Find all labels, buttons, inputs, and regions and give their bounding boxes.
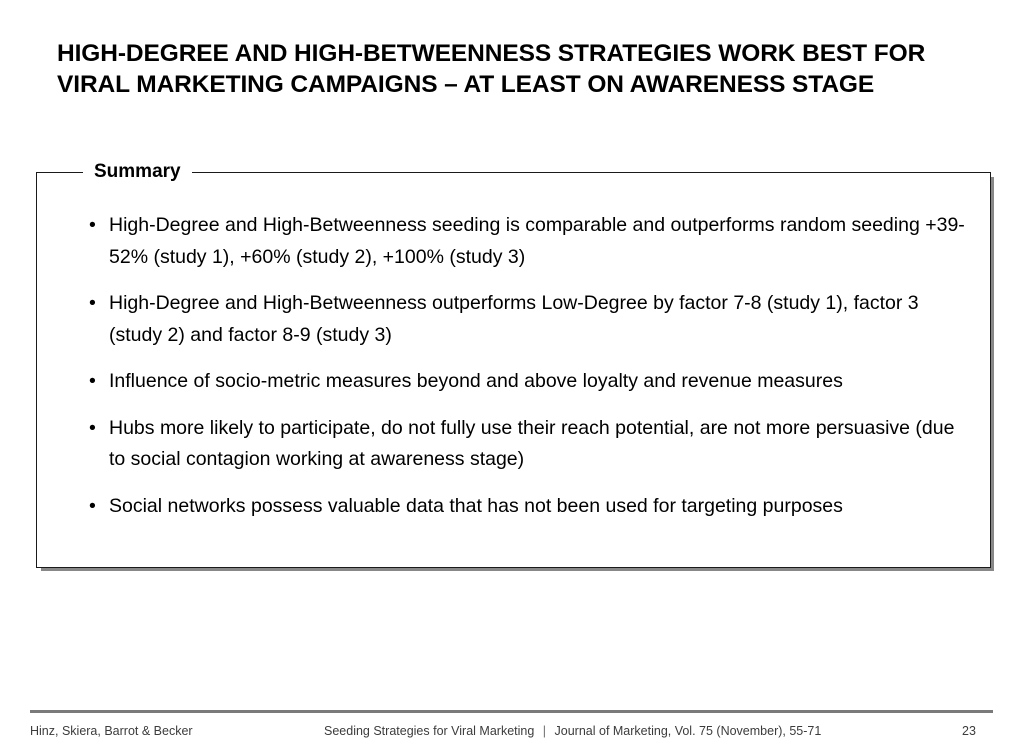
page-title xyxy=(57,38,982,100)
summary-legend-label: Summary xyxy=(83,160,192,184)
slide-footer xyxy=(0,723,1024,743)
footer-citation xyxy=(324,723,821,740)
summary-group-box xyxy=(36,161,991,568)
footer-citation-source: Journal of Marketing, Vol. 75 (November), 55-71 xyxy=(554,724,822,738)
list-item-text: Influence of socio-metric measures beyond and above loyalty and revenue measures xyxy=(109,370,843,392)
bullet-point-icon: • xyxy=(89,494,96,517)
list-item xyxy=(89,366,966,398)
bullet-point-icon: • xyxy=(89,370,96,392)
list-item-text: High-Degree and High-Betweenness seeding is comparable and outperforms random seeding +39-52% (study 1), +60% (study 2), +100% (study 3) xyxy=(109,214,965,268)
list-item xyxy=(89,491,966,523)
page-title-line-1: HIGH-DEGREE AND HIGH-BETWEENNESS STRATEGIES WORK BEST FOR xyxy=(57,40,926,68)
bullet-point-icon: • xyxy=(89,214,96,236)
footer-separator: | xyxy=(542,724,547,738)
footer-authors: Hinz, Skiera, Barrot & Becker xyxy=(30,724,193,738)
list-item-text: Hubs more likely to participate, do not fully use their reach potential, are not more persuasive (due to social contagion working at awareness stage) xyxy=(109,416,955,470)
bullet-point-icon: • xyxy=(89,292,96,314)
list-item xyxy=(89,288,966,351)
bullet-point-icon: • xyxy=(89,416,96,439)
list-item-text: Social networks possess valuable data that has not been used for targeting purposes xyxy=(109,494,843,517)
list-item xyxy=(89,413,966,476)
page-number: 23 xyxy=(962,724,976,738)
list-item-text: High-Degree and High-Betweenness outperforms Low-Degree by factor 7-8 (study 1), factor 3 (study 2) and factor 8-9 (study 3) xyxy=(109,292,919,346)
footer-divider xyxy=(30,710,993,713)
footer-citation-title: Seeding Strategies for Viral Marketing xyxy=(324,724,535,738)
page-title-line-2: VIRAL MARKETING CAMPAIGNS – AT LEAST ON AWARENESS STAGE xyxy=(57,71,875,99)
list-item xyxy=(89,210,966,273)
summary-bullet-list xyxy=(89,210,966,522)
